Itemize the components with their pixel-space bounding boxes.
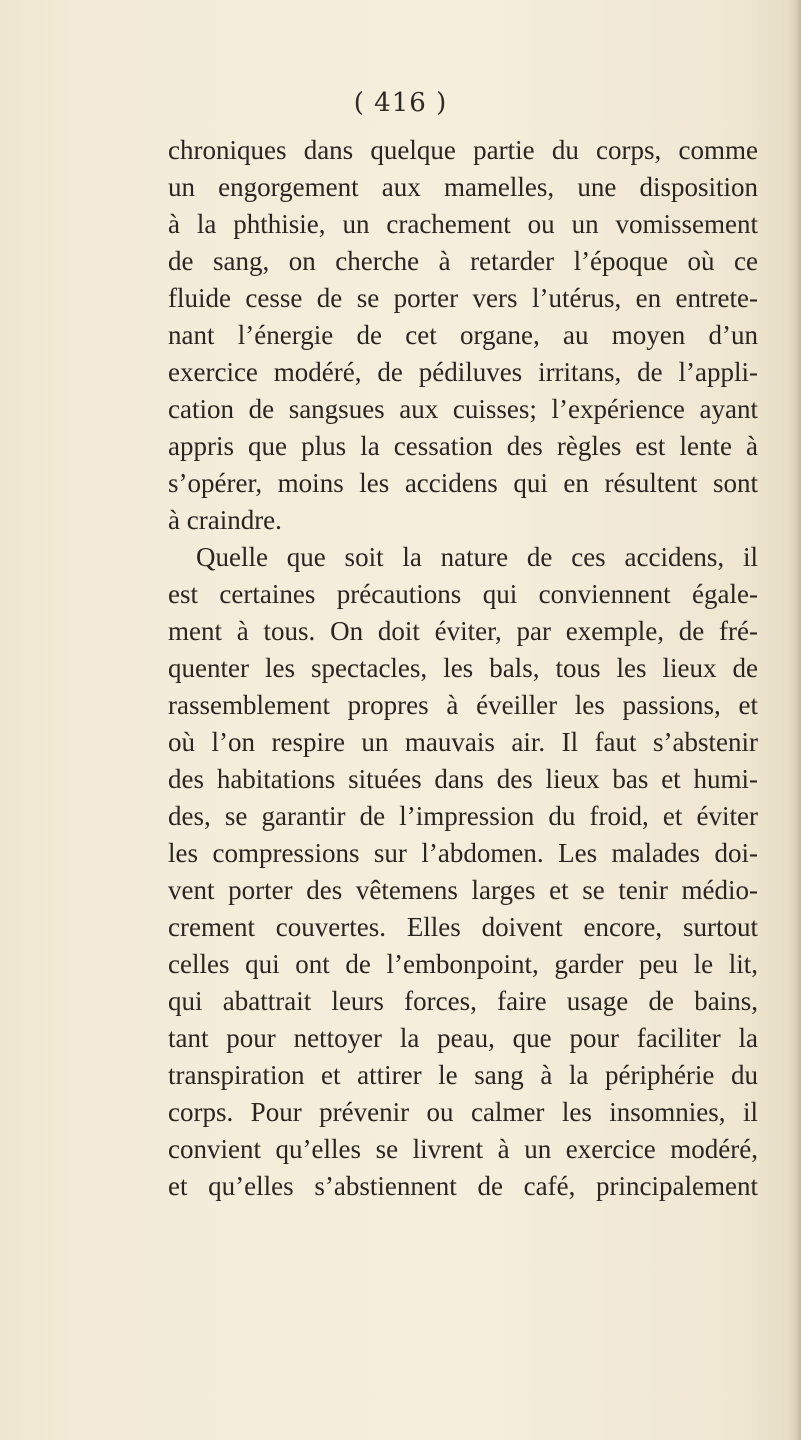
text-line: à la phthisie, un crachement ou un vomissement — [168, 209, 758, 239]
page-number: ( 416 ) — [353, 88, 448, 118]
text-line: les compressions sur l’abdomen. Les malades doi- — [168, 838, 758, 868]
page-edge-shadow — [787, 0, 801, 1440]
text-line: où l’on respire un mauvais air. Il faut s’abstenir — [168, 727, 758, 757]
text-line: celles qui ont de l’embonpoint, garder peu le lit, — [168, 949, 758, 979]
text-line: appris que plus la cessation des règles est lente à — [168, 431, 758, 461]
text-line: tant pour nettoyer la peau, que pour faciliter la — [168, 1023, 758, 1053]
text-line: fluide cesse de se porter vers l’utérus, en entrete- — [168, 283, 758, 313]
text-line: convient qu’elles se livrent à un exercice modéré, — [168, 1134, 758, 1164]
text-line: s’opérer, moins les accidens qui en résultent sont — [168, 468, 758, 498]
text-line: rassemblement propres à éveiller les passions, et — [168, 690, 758, 720]
text-line: vent porter des vêtemens larges et se tenir médio- — [168, 875, 758, 905]
text-line: à craindre. — [168, 505, 282, 535]
text-line: un engorgement aux mamelles, une disposition — [168, 172, 758, 202]
text-line: des habitations situées dans des lieux bas et humi- — [168, 764, 758, 794]
text-line: est certaines précautions qui conviennent égale- — [168, 579, 758, 609]
text-line: des, se garantir de l’impression du froid, et éviter — [168, 801, 758, 831]
text-line: nant l’énergie de cet organe, au moyen d’un — [168, 320, 758, 350]
text-line: ment à tous. On doit éviter, par exemple, de fré- — [168, 616, 758, 646]
text-line: quenter les spectacles, les bals, tous les lieux de — [168, 653, 758, 683]
text-line: et qu’elles s’abstiennent de café, principalement — [168, 1171, 758, 1201]
text-line: cation de sangsues aux cuisses; l’expérience ayant — [168, 394, 758, 424]
text-line: chroniques dans quelque partie du corps, comme — [168, 135, 758, 165]
text-line: corps. Pour prévenir ou calmer les insomnies, il — [168, 1097, 758, 1127]
text-line: exercice modéré, de pédiluves irritans, de l’appli- — [168, 357, 758, 387]
text-line: de sang, on cherche à retarder l’époque où ce — [168, 246, 758, 276]
text-line: qui abattrait leurs forces, faire usage de bains, — [168, 986, 758, 1016]
text-line: Quelle que soit la nature de ces accidens, il — [196, 542, 758, 572]
text-line: crement couvertes. Elles doivent encore, surtout — [168, 912, 758, 942]
body-text — [168, 132, 758, 1205]
text-line: transpiration et attirer le sang à la périphérie du — [168, 1060, 758, 1090]
